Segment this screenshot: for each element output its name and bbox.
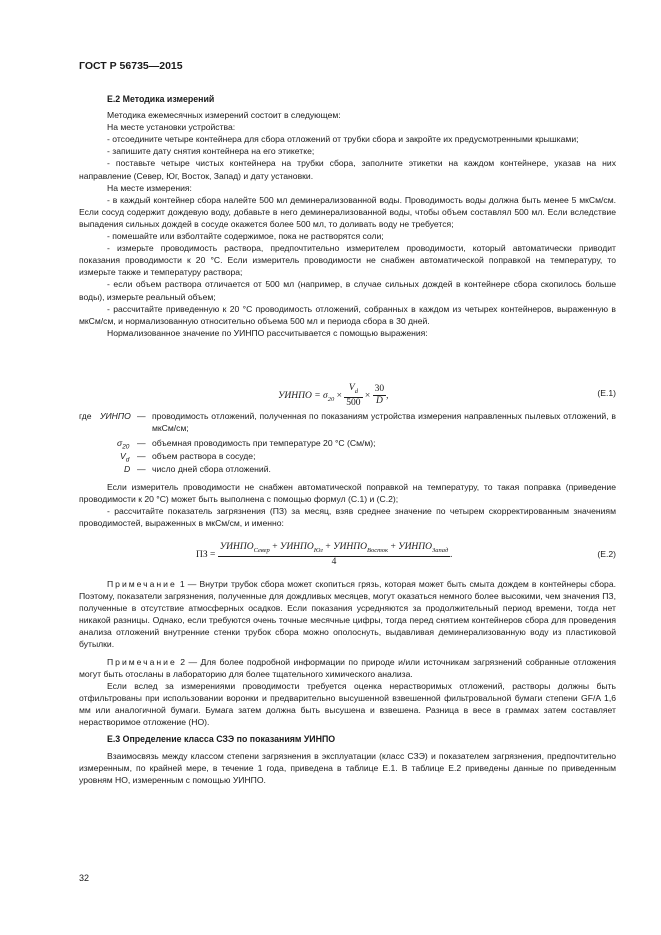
fraction-num: V	[348, 383, 355, 393]
definition-dash: —	[137, 438, 146, 448]
term-sub-west: Запад	[432, 546, 449, 554]
paragraph: Методика ежемесячных измерений состоит в следующем:	[107, 110, 341, 121]
definition-text: объемная проводимость при температуре 20 °С (См/м);	[152, 438, 376, 448]
formula-e2	[196, 542, 453, 568]
list-item: - в каждый контейнер сбора налейте 500 мл деминерализованной воды. Проводимость воды должна быть менее 5 мкСм/см. Если сосуд содержит дождевую воду, добавьте в него деминерализованной воды, чтобы объем составлял 500 мл. Если вследствие выпадения сильных дождей в сосуде окажется более 500 мл, то доливать воду не требуется;	[79, 194, 616, 229]
definition-text: объем раствора в сосуде;	[152, 451, 256, 461]
formula-tail: .	[450, 550, 453, 561]
document-header: ГОСТ Р 56735—2015	[79, 60, 183, 72]
fraction-den: 500	[346, 397, 361, 408]
list-item: - измерьте проводимость раствора, предпочтительно измерителем проводимости, который автоматически приводит показания проводимости к 20 °С. Если измеритель проводимости не снабжен автоматической поправкой на температуру, то измерьте также и температуру раствора;	[79, 243, 616, 278]
fraction-den: 4	[331, 556, 337, 567]
term-sub-south: Юг	[313, 546, 324, 554]
term-sub-north: Север	[253, 546, 270, 554]
list-item: - рассчитайте показатель загрязнения (ПЗ) за месяц, взяв среднее значение по четырем скорректированным значениям проводимостей, выраженных в мкСм/см, и именно:	[79, 506, 616, 529]
formula-e1-lhs: УИНПО = σ	[278, 391, 328, 402]
equation-number-e2: (Е.2)	[597, 549, 616, 559]
list-item: - отсоедините четыре контейнера для сбора отложений от трубки сбора и закройте их предусмотренными крышками;	[107, 134, 579, 145]
note-2	[79, 656, 616, 680]
definition-text: проводимость отложений, полученная по показаниям устройства измерения направленных пылевых отложений, в мкСм/см;	[152, 411, 616, 434]
list-item: - помешайте или взболтайте содержимое, пока не растворятся соли;	[107, 231, 384, 242]
term-sub-east: Восток	[366, 546, 389, 554]
note-text: 1 — Внутри трубок сбора может скопиться грязь, которая может быть смыта дождем в контейнеры сбора. Поэтому, показатели загрязнения, полученные для дождливых месяцев, могут оказаться немного более высокими, чем значения ПЗ, полученные в отсутствие атмосферных осадков. Если показания усредняются за продолжительный период времени, тогда нет никакой разницы. Однако, если требуются очень точные месячные цифры, тогда перед снятием контейнеров сбора для проведения анализа отложений внутренние стенки трубок сбора можно ополоснуть, выдавливая деминерализованную воду из пластиковой бутылки.	[79, 579, 616, 650]
formula-tail: ,	[386, 391, 389, 402]
paragraph: Если измеритель проводимости не снабжен автоматической поправкой на температуру, то такая поправка (приведение проводимости к 20 °С) может быть выполнена с помощью формул (С.1) и (С.2);	[79, 482, 616, 505]
fraction-num-sub: d	[354, 387, 358, 395]
note-label: Примечание	[107, 579, 177, 589]
definition-symbol	[100, 410, 131, 422]
list-item: - если объем раствора отличается от 500 мл (например, в случае сильных дождей в контейнере сбора скопилось больше воды), измерьте реальный объем;	[79, 279, 616, 302]
paragraph: Если вслед за измерениями проводимости требуется оценка нерастворимых отложений, растворы должны быть отфильтрованы при использовании воронки и предварительно высушенной взвешенной фильтровальной бумаги степени GF/A 1,6 мм или аналогичной бумаги. Бумага затем должна быть высушена и взвешена. Разница в весе в граммах затем составляет нерастворимое отложение (НО).	[79, 680, 616, 728]
definition-text: число дней сбора отложений.	[152, 464, 271, 474]
list-item: - поставьте четыре чистых контейнера на трубки сбора, заполните этикетки на каждом контейнере, указав на них направление (Север, Юг, Восток, Запад) и дату установки.	[79, 158, 616, 181]
fraction-sum-4	[218, 542, 451, 568]
definition-dash: —	[137, 411, 146, 421]
term-uinpo: УИНПО	[398, 542, 433, 552]
symbol-v: V	[120, 451, 126, 461]
plus-sign: +	[390, 542, 396, 552]
list-item: - рассчитайте приведенную к 20 °С проводимость отложений, собранных в каждом из четырех контейнеров, выраженную в мкСм/см, и нормализованную относительно объема 500 мл и периода сбора в 30 дней.	[79, 303, 616, 326]
list-item: - запишите дату снятия контейнера на его этикетке;	[107, 146, 315, 157]
equation-number-e1: (Е.1)	[597, 388, 616, 398]
section-e2-middle	[79, 481, 616, 529]
plus-sign: +	[272, 542, 278, 552]
symbol-sub: 20	[122, 443, 130, 451]
note-1	[79, 578, 616, 651]
note-label: Примечание	[107, 656, 177, 667]
page-number: 32	[79, 873, 90, 883]
section-title-e2: Е.2 Методика измерений	[107, 94, 215, 104]
definition-dash: —	[137, 451, 146, 461]
section-e2-intro	[79, 93, 616, 339]
paragraph: На месте установки устройства:	[107, 122, 236, 133]
where-label: где	[79, 411, 92, 421]
fraction-vd-500	[344, 383, 362, 409]
term-uinpo: УИНПО	[219, 542, 254, 552]
plus-sign: +	[325, 542, 331, 552]
formula-e1-sub: 20	[327, 396, 335, 404]
section-e2-notes	[79, 578, 616, 787]
paragraph: Взаимосвязь между классом степени загрязнения в эксплуатации (класс СЗЭ) и показателем загрязнения, предпочтительно измеренным, по крайней мере, в течение 1 года, приведена в таблице Е.1. В таблице Е.2 приведены данные по приведенным уровням НО, измеренным с помощью УИНПО.	[79, 751, 616, 786]
definition-symbol	[124, 463, 130, 475]
formula-e2-lhs: ПЗ =	[196, 550, 216, 561]
symbol-sub: d	[125, 456, 130, 464]
paragraph: На месте измерения:	[107, 182, 192, 193]
fraction-30-d	[373, 384, 387, 407]
definition-dash: —	[137, 464, 146, 474]
formula-e1: УИНПО = $\sigma_{20}$ × $\frac{V_d}{500}$ × $\frac{30}{D}$ ,	[278, 383, 389, 408]
symbol-d: D	[124, 464, 131, 474]
fraction-den: D	[375, 396, 383, 407]
fraction-num: 30	[374, 384, 385, 395]
term-uinpo: УИНПО	[333, 542, 367, 552]
symbol-uinpo: УИНПО	[100, 411, 131, 421]
section-title-e3: Е.3 Определение класса СЗЭ по показаниям УИНПО	[107, 734, 336, 745]
note-text: 2 — Для более подробной информации по природе и/или источникам загрязнений собранные отложения могут быть отосланы в лабораторию для более тщательного химического анализа.	[79, 656, 616, 679]
paragraph: Нормализованное значение по УИНПО рассчитывается с помощью выражения:	[107, 327, 428, 338]
term-uinpo: УИНПО	[279, 542, 314, 552]
symbol-sigma: σ	[117, 438, 123, 448]
